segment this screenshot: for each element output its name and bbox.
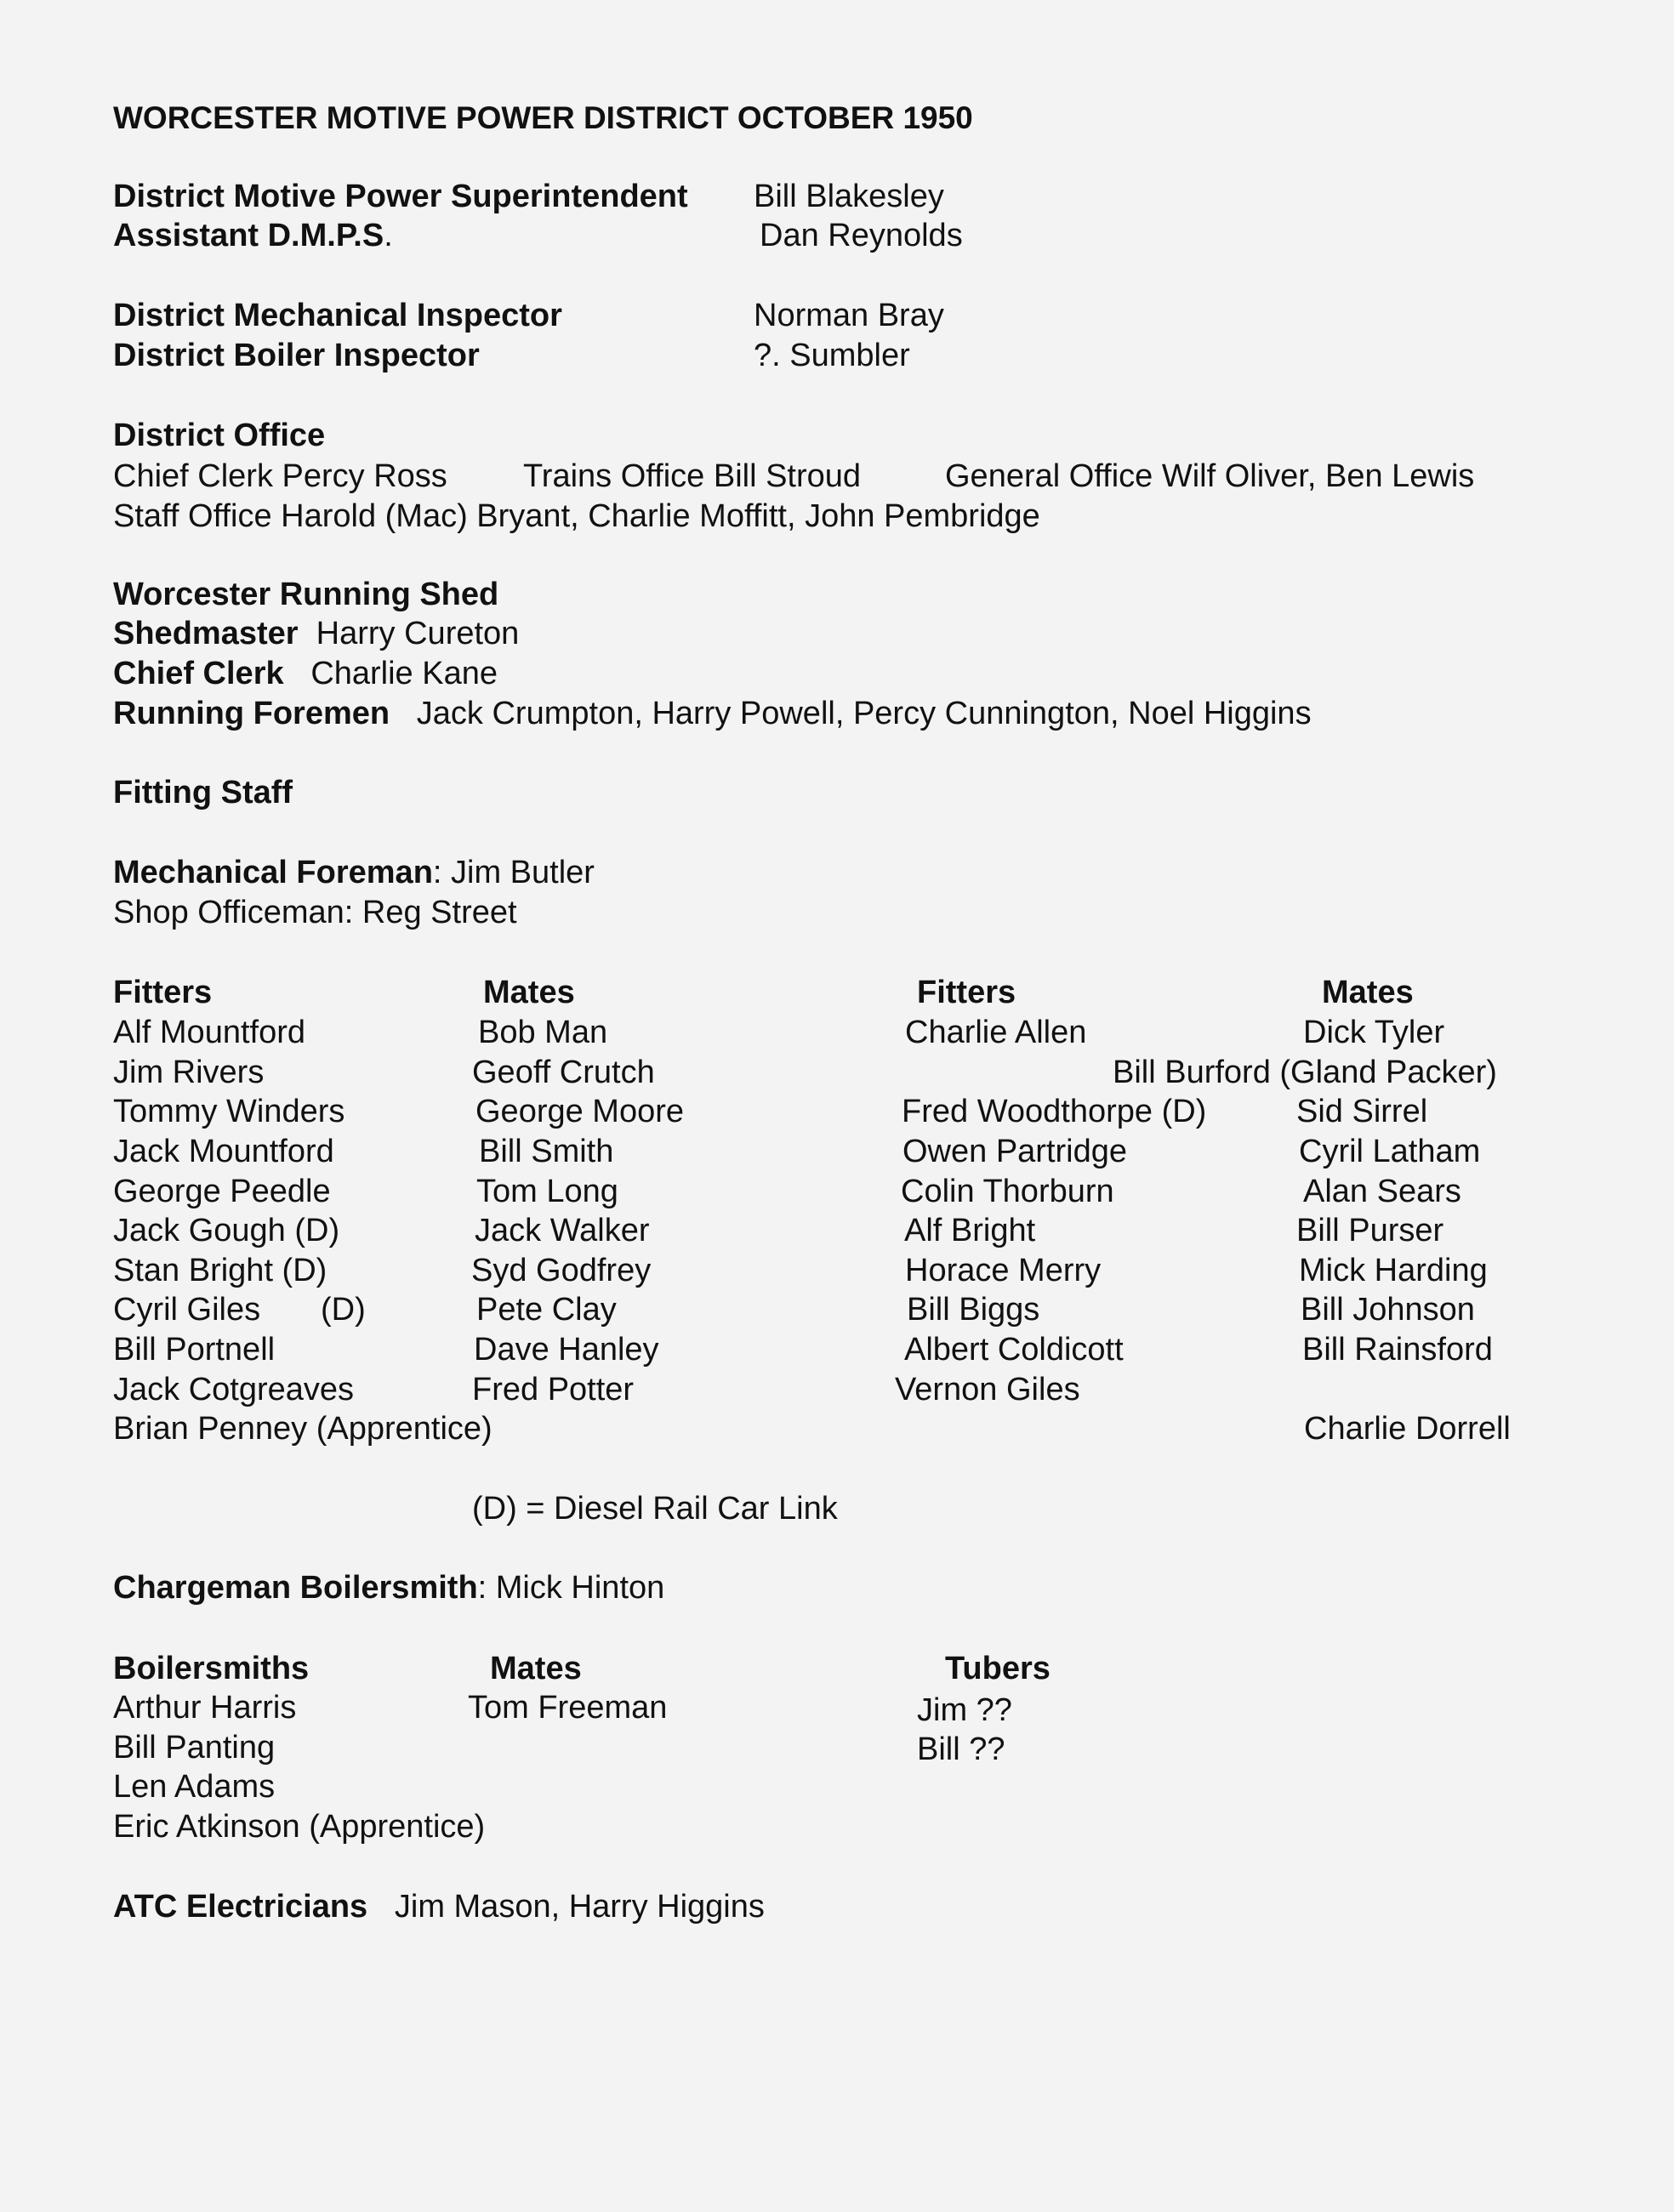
diesel-marker: (D) <box>321 1292 366 1328</box>
left-mate: Geoff Crutch <box>472 1055 655 1090</box>
atc-row <box>113 1891 765 1923</box>
left-mate: Jack Walker <box>475 1213 650 1248</box>
right-fitter: Fred Woodthorpe (D) <box>902 1094 1207 1129</box>
shed-chief-clerk-row <box>113 657 498 690</box>
shed-chief-clerk-name: Charlie Kane <box>310 656 498 691</box>
right-mate: Mick Harding <box>1299 1253 1488 1288</box>
right-fitter: Vernon Giles <box>895 1372 1080 1407</box>
left-fitter: Jim Rivers <box>113 1055 265 1090</box>
left-mate: Dave Hanley <box>474 1332 659 1368</box>
right-mate: Charlie Dorrell <box>1304 1411 1511 1447</box>
left-fitter: Jack Mountford <box>113 1134 334 1169</box>
district-office-heading: District Office <box>113 418 326 453</box>
tuber: Bill ?? <box>917 1732 1005 1767</box>
left-mate: Tom Long <box>476 1174 618 1209</box>
tuber: Jim ?? <box>917 1692 1012 1728</box>
assistant-name: Dan Reynolds <box>760 218 963 253</box>
running-foremen-label: Running Foremen <box>113 696 390 731</box>
boiler-inspector-label: District Boiler Inspector <box>113 338 480 373</box>
right-fitter: Owen Partridge <box>902 1134 1128 1169</box>
mech-inspector-name: Norman Bray <box>754 298 944 333</box>
diesel-note: (D) = Diesel Rail Car Link <box>472 1491 838 1527</box>
right-fitter: Albert Coldicott <box>904 1332 1124 1368</box>
office-trains: Trains Office Bill Stroud <box>523 458 862 494</box>
atc-label: ATC Electricians <box>113 1889 368 1925</box>
shedmaster-row <box>113 617 519 650</box>
running-foremen-names: Jack Crumpton, Harry Powell, Percy Cunnington, Noel Higgins <box>416 696 1312 731</box>
chargeman-label: Chargeman Boilersmith <box>113 1570 478 1606</box>
left-fitter: Alf Mountford <box>113 1015 305 1050</box>
office-chief-clerk: Chief Clerk Percy Ross <box>113 458 447 494</box>
header-boiler-mates: Mates <box>490 1651 582 1686</box>
assistant-dot: . <box>384 218 393 253</box>
header-tubers: Tubers <box>945 1651 1051 1686</box>
right-fitter: Alf Bright <box>904 1213 1036 1248</box>
right-mate: Dick Tyler <box>1303 1015 1445 1050</box>
left-fitter: Jack Gough (D) <box>113 1213 340 1248</box>
left-fitter: Jack Cotgreaves <box>113 1372 355 1407</box>
page-title: WORCESTER MOTIVE POWER DISTRICT OCTOBER 1950 <box>113 100 973 135</box>
boiler-mate: Tom Freeman <box>468 1690 668 1726</box>
left-mate: George Moore <box>475 1094 685 1129</box>
header-fitters-right: Fitters <box>917 975 1016 1010</box>
right-mate: Bill Purser <box>1296 1213 1444 1248</box>
header-mates-left: Mates <box>483 975 575 1010</box>
left-fitter: Cyril Giles <box>113 1292 261 1328</box>
running-shed-heading: Worcester Running Shed <box>113 577 499 612</box>
header-mates-right: Mates <box>1322 975 1414 1010</box>
gland-packer: Bill Burford (Gland Packer) <box>1113 1055 1497 1090</box>
shed-chief-clerk-label: Chief Clerk <box>113 656 284 691</box>
chargeman-row <box>113 1572 664 1604</box>
left-mate: Pete Clay <box>476 1292 617 1328</box>
right-mate: Cyril Latham <box>1299 1134 1481 1169</box>
right-mate: Bill Johnson <box>1301 1292 1475 1328</box>
left-mate: Bob Man <box>478 1015 608 1050</box>
right-fitter: Horace Merry <box>905 1253 1102 1288</box>
boiler-inspector-name: ?. Sumbler <box>754 338 910 373</box>
running-foremen-row <box>113 697 1312 730</box>
right-fitter: Charlie Allen <box>905 1015 1087 1050</box>
left-mate: Syd Godfrey <box>471 1253 652 1288</box>
header-fitters-left: Fitters <box>113 975 213 1010</box>
right-fitter: Colin Thorburn <box>901 1174 1114 1209</box>
shop-officeman: Shop Officeman: Reg Street <box>113 895 517 930</box>
right-mate: Bill Rainsford <box>1302 1332 1493 1368</box>
office-staff: Staff Office Harold (Mac) Bryant, Charlie Moffitt, John Pembridge <box>113 498 1040 534</box>
chargeman-name: : Mick Hinton <box>477 1570 665 1606</box>
left-mate: Fred Potter <box>472 1372 635 1407</box>
dmps-name: Bill Blakesley <box>754 179 944 214</box>
shedmaster-label: Shedmaster <box>113 616 299 651</box>
left-mate: Bill Smith <box>479 1134 614 1169</box>
left-fitter: Bill Portnell <box>113 1332 276 1368</box>
fitting-staff-heading: Fitting Staff <box>113 775 293 810</box>
header-boilersmiths: Boilersmiths <box>113 1651 310 1686</box>
mech-inspector-label: District Mechanical Inspector <box>113 298 562 333</box>
mech-foreman-label: Mechanical Foreman <box>113 855 433 890</box>
office-general: General Office Wilf Oliver, Ben Lewis <box>945 458 1475 494</box>
boilersmith: Eric Atkinson (Apprentice) <box>113 1809 486 1845</box>
assistant-label: Assistant D.M.P.S <box>113 218 384 253</box>
boilersmith: Arthur Harris <box>113 1690 297 1726</box>
shedmaster-name: Harry Cureton <box>316 616 520 651</box>
assistant-dmps-row <box>113 219 393 252</box>
mech-foreman-name: : Jim Butler <box>432 855 595 890</box>
right-mate: Sid Sirrel <box>1296 1094 1428 1129</box>
dmps-label: District Motive Power Superintendent <box>113 179 688 214</box>
left-fitter: George Peedle <box>113 1174 331 1209</box>
boilersmith: Bill Panting <box>113 1730 276 1766</box>
left-fitter: Tommy Winders <box>113 1094 345 1129</box>
right-mate: Alan Sears <box>1303 1174 1461 1209</box>
left-fitter: Brian Penney (Apprentice) <box>113 1411 493 1447</box>
left-fitter: Stan Bright (D) <box>113 1253 327 1288</box>
right-fitter: Bill Biggs <box>907 1292 1040 1328</box>
boilersmith: Len Adams <box>113 1769 276 1805</box>
atc-names: Jim Mason, Harry Higgins <box>394 1889 765 1925</box>
mech-foreman-row <box>113 856 595 889</box>
